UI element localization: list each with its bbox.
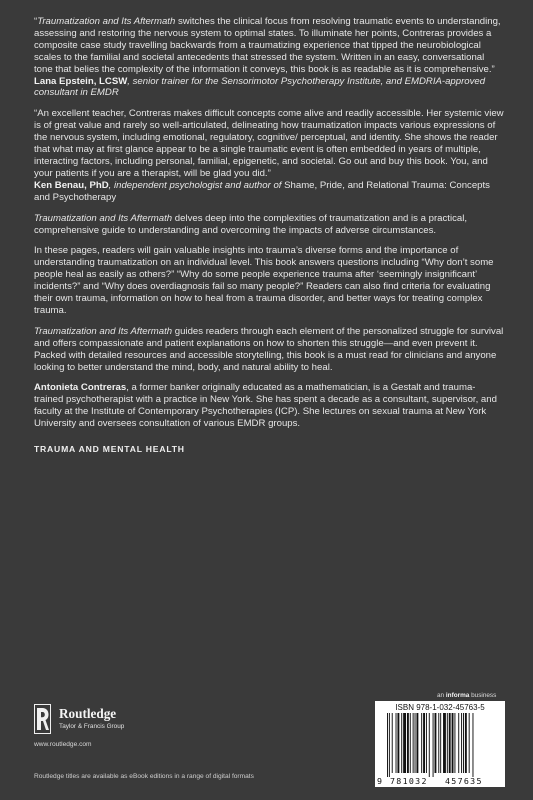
barcode-bar	[397, 713, 399, 773]
barcode-bar	[423, 713, 425, 773]
barcode-digits	[375, 776, 505, 786]
review-2-author-desc: , independent psychologist and author of	[108, 179, 285, 191]
barcode-bar	[443, 713, 446, 773]
informa-name: informa	[445, 692, 470, 699]
barcode-bar	[401, 713, 402, 773]
barcode-digits-right: 457635	[445, 776, 483, 786]
barcode-bar	[461, 713, 462, 773]
barcode-bar	[413, 713, 414, 773]
back-cover-text	[34, 16, 504, 456]
barcode-bar	[433, 713, 434, 777]
description-p1-text: delves deep into the complexities of traumatization and is a practical, comprehensive guide to understanding and overcoming the impacts of adverse circumstances.	[34, 212, 468, 236]
barcode-bar	[465, 713, 467, 773]
barcode-digits-left: 781032	[390, 776, 428, 786]
barcode-bar	[416, 713, 418, 773]
barcode-digit-first: 9	[377, 776, 382, 786]
review-2	[34, 108, 504, 203]
barcode-bar	[452, 713, 454, 773]
review-1	[34, 16, 504, 99]
publisher-website: www.routledge.com	[34, 741, 92, 748]
book-title-italic: Traumatization and Its Aftermath	[37, 16, 176, 27]
informa-suffix: business	[469, 692, 497, 699]
routledge-logo	[34, 704, 234, 734]
barcode-bar	[392, 713, 393, 773]
routledge-mark-icon	[34, 704, 51, 734]
review-2-quote: “An excellent teacher, Contreras makes difficult concepts come alive and readily accessible. Her systemic view is of great value and rarely so well-articulated, delineating how traumatization impacts various expressions of the nervous system, including emotional, regulatory, cognitive/ perceptual, and identity. She shows the reader that what may at first glance appear to be a single traumatic event is often embedded in years of multiple, interacting factors, including personal, familial, epigenetic, and societal. Go out and buy this book. You, and your patients if you are a therapist, will be glad you did.”	[34, 108, 504, 179]
description-p3	[34, 326, 504, 374]
barcode-bar	[438, 713, 439, 773]
barcode-bar	[469, 713, 470, 773]
barcode-bar	[387, 713, 388, 777]
barcode-bar	[435, 713, 437, 773]
barcode-bar	[403, 713, 406, 773]
description-p1	[34, 213, 504, 237]
author-bio	[34, 382, 504, 430]
subject-category: TRAUMA AND MENTAL HEALTH	[34, 444, 185, 455]
description-p3-text: guides readers through each element of the personalized struggle for survival and offers compassionate and patient explanations on how to shorten this struggle—and even prevent it. Packed with detailed resources and accessible storytelling, this book is a must read for clinicians and anyone looking to better understand the mind, body, and natural ability to heal.	[34, 325, 504, 373]
barcode-bar	[421, 713, 422, 773]
review-2-author: Ken Benau, PhD	[34, 179, 109, 191]
barcode-bars	[383, 713, 499, 777]
barcode-bar	[449, 713, 451, 773]
barcode-bar	[410, 713, 411, 773]
barcode-bar	[429, 713, 430, 777]
quote-mark: “	[34, 16, 38, 27]
author-name: Antonieta Contreras	[34, 382, 127, 394]
book-title-italic: Traumatization and Its Aftermath	[34, 325, 173, 337]
barcode-bar	[454, 713, 455, 773]
publisher-group: Taylor & Francis Group	[59, 723, 125, 730]
barcode-bar	[407, 713, 409, 773]
author-bio-text: , a former banker originally educated as a mathematician, is a Gestalt and trauma-trained psychotherapist with a practice in New York. She has spent a decade as a consultant, supervisor, and faculty at the Institute of Contemporary Psychotherapies (ICP). She lectures on sexual trauma at New York University and oversees consultation of various EMDR groups.	[34, 382, 497, 430]
isbn-barcode	[375, 701, 505, 787]
barcode-bar	[396, 713, 397, 773]
barcode-bar	[463, 713, 464, 773]
review-1-author-desc: , senior trainer for the Sensorimotor Psychotherapy Institute, and EMDRIA-approved consultant in EMDR	[34, 75, 486, 99]
barcode-bar	[426, 713, 427, 773]
barcode-bar	[389, 713, 390, 777]
barcode-bar	[415, 713, 416, 773]
barcode-bar	[473, 713, 474, 777]
informa-prefix: an	[437, 692, 446, 699]
book-title-italic: Traumatization and Its Aftermath	[34, 212, 173, 224]
informa-business-line	[437, 692, 496, 699]
publisher-name: Routledge	[59, 706, 117, 721]
description-p2: In these pages, readers will gain valuable insights into trauma’s diverse forms and the importance of understanding traumatization on an individual level. This book answers questions including “Why don’t some people heal as easily as others?” “Why do some people experience trauma after ‘seemingly insignificant’ incidents?” and “Why does overdiagnosis fail so many people?” Readers can also find criteria for evaluating their own trauma, information on how to heal from a trauma disorder, and better ways for treating complex trauma.	[34, 245, 494, 316]
review-1-quote: switches the clinical focus from resolving traumatic events to understanding, assessing and restoring the nervous system to optimal states. To illuminate her points, Contreras provides a composite case study travelling backwards from a traumatizing experience that tipped the neurobiological scales to the familial and societal antecedents that stressed the system. Written in an easy, conversational tone that belies the complexity of the information it conveys, this book is as readable as it is comprehensive.”	[34, 16, 501, 75]
review-1-author: Lana Epstein, LCSW	[34, 75, 128, 87]
review-2-author-book: Shame, Pride, and Relational Trauma: Concepts and Psychotherapy	[34, 179, 490, 203]
ebook-footnote: Routledge titles are available as eBook editions in a range of digital formats	[34, 773, 254, 780]
barcode-bar	[447, 713, 448, 773]
barcode-bar	[458, 713, 459, 773]
barcode-bar	[440, 713, 441, 773]
isbn-label: ISBN 978-1-032-45763-5	[395, 703, 485, 712]
